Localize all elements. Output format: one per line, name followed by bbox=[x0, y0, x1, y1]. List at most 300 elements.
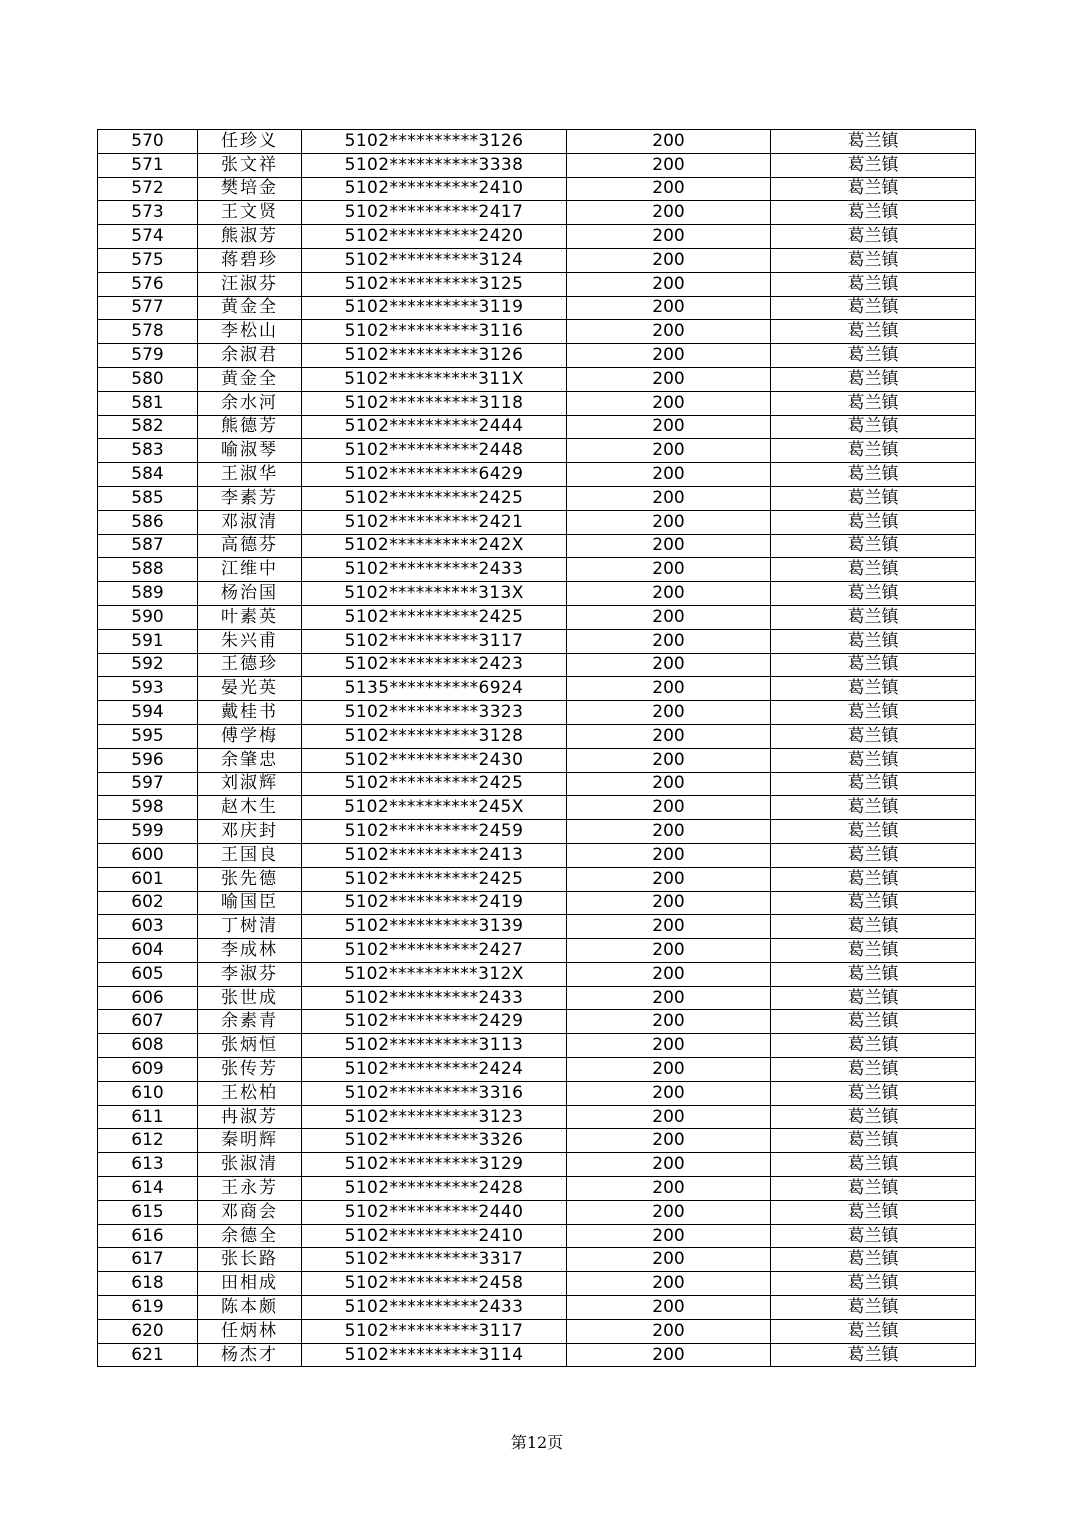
table-row bbox=[98, 962, 976, 986]
row-number-cell: 611 bbox=[98, 1105, 198, 1129]
table-row bbox=[98, 629, 976, 653]
name-cell: 戴桂书 bbox=[198, 701, 302, 725]
name-cell: 张先德 bbox=[198, 867, 302, 891]
row-number-cell: 620 bbox=[98, 1319, 198, 1343]
town-cell: 葛兰镇 bbox=[771, 558, 976, 582]
name-cell: 丁树清 bbox=[198, 915, 302, 939]
id-number-cell: 5102**********2419 bbox=[302, 891, 567, 915]
id-number-cell: 5102**********2428 bbox=[302, 1177, 567, 1201]
table-row bbox=[98, 867, 976, 891]
name-cell: 任珍义 bbox=[198, 130, 302, 154]
town-cell: 葛兰镇 bbox=[771, 701, 976, 725]
amount-cell: 200 bbox=[567, 629, 771, 653]
subsidy-table bbox=[97, 129, 976, 1367]
name-cell: 张文祥 bbox=[198, 153, 302, 177]
town-cell: 葛兰镇 bbox=[771, 486, 976, 510]
amount-cell: 200 bbox=[567, 843, 771, 867]
name-cell: 余水河 bbox=[198, 391, 302, 415]
id-number-cell: 5102**********3113 bbox=[302, 1034, 567, 1058]
id-number-cell: 5102**********3117 bbox=[302, 1319, 567, 1343]
id-number-cell: 5102**********2459 bbox=[302, 820, 567, 844]
row-number-cell: 582 bbox=[98, 415, 198, 439]
amount-cell: 200 bbox=[567, 867, 771, 891]
name-cell: 任炳林 bbox=[198, 1319, 302, 1343]
amount-cell: 200 bbox=[567, 558, 771, 582]
table-row bbox=[98, 1081, 976, 1105]
amount-cell: 200 bbox=[567, 1248, 771, 1272]
amount-cell: 200 bbox=[567, 796, 771, 820]
name-cell: 张传芳 bbox=[198, 1058, 302, 1082]
row-number-cell: 591 bbox=[98, 629, 198, 653]
id-number-cell: 5102**********2430 bbox=[302, 748, 567, 772]
amount-cell: 200 bbox=[567, 153, 771, 177]
name-cell: 张炳恒 bbox=[198, 1034, 302, 1058]
table-row bbox=[98, 1153, 976, 1177]
town-cell: 葛兰镇 bbox=[771, 891, 976, 915]
name-cell: 喻国臣 bbox=[198, 891, 302, 915]
id-number-cell: 5102**********3119 bbox=[302, 296, 567, 320]
town-cell: 葛兰镇 bbox=[771, 1272, 976, 1296]
id-number-cell: 5102**********3118 bbox=[302, 391, 567, 415]
amount-cell: 200 bbox=[567, 1129, 771, 1153]
name-cell: 冉淑芳 bbox=[198, 1105, 302, 1129]
name-cell: 傅学梅 bbox=[198, 724, 302, 748]
name-cell: 王淑华 bbox=[198, 463, 302, 487]
table-row bbox=[98, 1177, 976, 1201]
table-row bbox=[98, 1248, 976, 1272]
town-cell: 葛兰镇 bbox=[771, 939, 976, 963]
table-row bbox=[98, 605, 976, 629]
town-cell: 葛兰镇 bbox=[771, 677, 976, 701]
id-number-cell: 5102**********3114 bbox=[302, 1343, 567, 1367]
row-number-cell: 618 bbox=[98, 1272, 198, 1296]
id-number-cell: 5102**********3316 bbox=[302, 1081, 567, 1105]
town-cell: 葛兰镇 bbox=[771, 1177, 976, 1201]
table-body bbox=[98, 130, 976, 1367]
name-cell: 王松柏 bbox=[198, 1081, 302, 1105]
town-cell: 葛兰镇 bbox=[771, 463, 976, 487]
row-number-cell: 581 bbox=[98, 391, 198, 415]
amount-cell: 200 bbox=[567, 296, 771, 320]
town-cell: 葛兰镇 bbox=[771, 915, 976, 939]
amount-cell: 200 bbox=[567, 486, 771, 510]
amount-cell: 200 bbox=[567, 225, 771, 249]
id-number-cell: 5102**********3124 bbox=[302, 248, 567, 272]
id-number-cell: 5102**********3116 bbox=[302, 320, 567, 344]
amount-cell: 200 bbox=[567, 1224, 771, 1248]
town-cell: 葛兰镇 bbox=[771, 820, 976, 844]
row-number-cell: 597 bbox=[98, 772, 198, 796]
amount-cell: 200 bbox=[567, 891, 771, 915]
table-row bbox=[98, 201, 976, 225]
id-number-cell: 5102**********2433 bbox=[302, 558, 567, 582]
row-number-cell: 601 bbox=[98, 867, 198, 891]
town-cell: 葛兰镇 bbox=[771, 296, 976, 320]
town-cell: 葛兰镇 bbox=[771, 582, 976, 606]
id-number-cell: 5102**********311X bbox=[302, 367, 567, 391]
amount-cell: 200 bbox=[567, 1034, 771, 1058]
name-cell: 朱兴甫 bbox=[198, 629, 302, 653]
id-number-cell: 5102**********2427 bbox=[302, 939, 567, 963]
table-row bbox=[98, 1200, 976, 1224]
table-row bbox=[98, 748, 976, 772]
table-row bbox=[98, 701, 976, 725]
id-number-cell: 5102**********3126 bbox=[302, 344, 567, 368]
name-cell: 张淑清 bbox=[198, 1153, 302, 1177]
amount-cell: 200 bbox=[567, 701, 771, 725]
table-row bbox=[98, 1343, 976, 1367]
town-cell: 葛兰镇 bbox=[771, 320, 976, 344]
table-row bbox=[98, 367, 976, 391]
row-number-cell: 600 bbox=[98, 843, 198, 867]
id-number-cell: 5102**********3128 bbox=[302, 724, 567, 748]
name-cell: 邓商会 bbox=[198, 1200, 302, 1224]
amount-cell: 200 bbox=[567, 605, 771, 629]
amount-cell: 200 bbox=[567, 1153, 771, 1177]
row-number-cell: 616 bbox=[98, 1224, 198, 1248]
row-number-cell: 609 bbox=[98, 1058, 198, 1082]
amount-cell: 200 bbox=[567, 962, 771, 986]
amount-cell: 200 bbox=[567, 939, 771, 963]
name-cell: 杨治国 bbox=[198, 582, 302, 606]
id-number-cell: 5135**********6924 bbox=[302, 677, 567, 701]
town-cell: 葛兰镇 bbox=[771, 1224, 976, 1248]
town-cell: 葛兰镇 bbox=[771, 653, 976, 677]
row-number-cell: 580 bbox=[98, 367, 198, 391]
id-number-cell: 5102**********242X bbox=[302, 534, 567, 558]
town-cell: 葛兰镇 bbox=[771, 177, 976, 201]
row-number-cell: 615 bbox=[98, 1200, 198, 1224]
row-number-cell: 613 bbox=[98, 1153, 198, 1177]
table-row bbox=[98, 1034, 976, 1058]
town-cell: 葛兰镇 bbox=[771, 248, 976, 272]
table-row bbox=[98, 891, 976, 915]
town-cell: 葛兰镇 bbox=[771, 510, 976, 534]
amount-cell: 200 bbox=[567, 1343, 771, 1367]
town-cell: 葛兰镇 bbox=[771, 344, 976, 368]
town-cell: 葛兰镇 bbox=[771, 724, 976, 748]
table-row bbox=[98, 724, 976, 748]
name-cell: 余德全 bbox=[198, 1224, 302, 1248]
table-row bbox=[98, 463, 976, 487]
amount-cell: 200 bbox=[567, 1105, 771, 1129]
amount-cell: 200 bbox=[567, 177, 771, 201]
row-number-cell: 599 bbox=[98, 820, 198, 844]
row-number-cell: 598 bbox=[98, 796, 198, 820]
table-row bbox=[98, 986, 976, 1010]
amount-cell: 200 bbox=[567, 772, 771, 796]
name-cell: 黄金全 bbox=[198, 367, 302, 391]
id-number-cell: 5102**********2458 bbox=[302, 1272, 567, 1296]
table-row bbox=[98, 1296, 976, 1320]
name-cell: 余素青 bbox=[198, 1010, 302, 1034]
id-number-cell: 5102**********2421 bbox=[302, 510, 567, 534]
table-row bbox=[98, 130, 976, 154]
town-cell: 葛兰镇 bbox=[771, 1034, 976, 1058]
name-cell: 蒋碧珍 bbox=[198, 248, 302, 272]
id-number-cell: 5102**********6429 bbox=[302, 463, 567, 487]
name-cell: 邓淑清 bbox=[198, 510, 302, 534]
town-cell: 葛兰镇 bbox=[771, 605, 976, 629]
row-number-cell: 575 bbox=[98, 248, 198, 272]
town-cell: 葛兰镇 bbox=[771, 1058, 976, 1082]
town-cell: 葛兰镇 bbox=[771, 415, 976, 439]
town-cell: 葛兰镇 bbox=[771, 130, 976, 154]
id-number-cell: 5102**********3139 bbox=[302, 915, 567, 939]
town-cell: 葛兰镇 bbox=[771, 153, 976, 177]
row-number-cell: 592 bbox=[98, 653, 198, 677]
name-cell: 王永芳 bbox=[198, 1177, 302, 1201]
row-number-cell: 612 bbox=[98, 1129, 198, 1153]
row-number-cell: 610 bbox=[98, 1081, 198, 1105]
amount-cell: 200 bbox=[567, 1058, 771, 1082]
town-cell: 葛兰镇 bbox=[771, 748, 976, 772]
town-cell: 葛兰镇 bbox=[771, 534, 976, 558]
town-cell: 葛兰镇 bbox=[771, 629, 976, 653]
row-number-cell: 573 bbox=[98, 201, 198, 225]
row-number-cell: 594 bbox=[98, 701, 198, 725]
id-number-cell: 5102**********2423 bbox=[302, 653, 567, 677]
name-cell: 张世成 bbox=[198, 986, 302, 1010]
id-number-cell: 5102**********3323 bbox=[302, 701, 567, 725]
name-cell: 李松山 bbox=[198, 320, 302, 344]
amount-cell: 200 bbox=[567, 130, 771, 154]
town-cell: 葛兰镇 bbox=[771, 1319, 976, 1343]
table-row bbox=[98, 939, 976, 963]
table-row bbox=[98, 439, 976, 463]
table-row bbox=[98, 510, 976, 534]
town-cell: 葛兰镇 bbox=[771, 1153, 976, 1177]
table-row bbox=[98, 915, 976, 939]
amount-cell: 200 bbox=[567, 534, 771, 558]
town-cell: 葛兰镇 bbox=[771, 1248, 976, 1272]
amount-cell: 200 bbox=[567, 986, 771, 1010]
name-cell: 晏光英 bbox=[198, 677, 302, 701]
name-cell: 熊淑芳 bbox=[198, 225, 302, 249]
id-number-cell: 5102**********3326 bbox=[302, 1129, 567, 1153]
name-cell: 刘淑辉 bbox=[198, 772, 302, 796]
table-row bbox=[98, 534, 976, 558]
name-cell: 叶素英 bbox=[198, 605, 302, 629]
name-cell: 汪淑芬 bbox=[198, 272, 302, 296]
table-row bbox=[98, 558, 976, 582]
amount-cell: 200 bbox=[567, 201, 771, 225]
row-number-cell: 574 bbox=[98, 225, 198, 249]
town-cell: 葛兰镇 bbox=[771, 796, 976, 820]
name-cell: 高德芬 bbox=[198, 534, 302, 558]
row-number-cell: 590 bbox=[98, 605, 198, 629]
id-number-cell: 5102**********3317 bbox=[302, 1248, 567, 1272]
row-number-cell: 589 bbox=[98, 582, 198, 606]
table-row bbox=[98, 1319, 976, 1343]
row-number-cell: 619 bbox=[98, 1296, 198, 1320]
table-row bbox=[98, 1224, 976, 1248]
town-cell: 葛兰镇 bbox=[771, 986, 976, 1010]
name-cell: 李成林 bbox=[198, 939, 302, 963]
row-number-cell: 577 bbox=[98, 296, 198, 320]
name-cell: 陈本颇 bbox=[198, 1296, 302, 1320]
name-cell: 王德珍 bbox=[198, 653, 302, 677]
amount-cell: 200 bbox=[567, 344, 771, 368]
id-number-cell: 5102**********3126 bbox=[302, 130, 567, 154]
name-cell: 熊德芳 bbox=[198, 415, 302, 439]
amount-cell: 200 bbox=[567, 1010, 771, 1034]
row-number-cell: 617 bbox=[98, 1248, 198, 1272]
table-row bbox=[98, 1105, 976, 1129]
amount-cell: 200 bbox=[567, 1177, 771, 1201]
town-cell: 葛兰镇 bbox=[771, 1081, 976, 1105]
amount-cell: 200 bbox=[567, 915, 771, 939]
name-cell: 秦明辉 bbox=[198, 1129, 302, 1153]
row-number-cell: 614 bbox=[98, 1177, 198, 1201]
row-number-cell: 606 bbox=[98, 986, 198, 1010]
row-number-cell: 572 bbox=[98, 177, 198, 201]
id-number-cell: 5102**********2424 bbox=[302, 1058, 567, 1082]
row-number-cell: 602 bbox=[98, 891, 198, 915]
town-cell: 葛兰镇 bbox=[771, 391, 976, 415]
id-number-cell: 5102**********2420 bbox=[302, 225, 567, 249]
amount-cell: 200 bbox=[567, 510, 771, 534]
table-row bbox=[98, 1010, 976, 1034]
amount-cell: 200 bbox=[567, 724, 771, 748]
table-row bbox=[98, 820, 976, 844]
amount-cell: 200 bbox=[567, 367, 771, 391]
id-number-cell: 5102**********245X bbox=[302, 796, 567, 820]
row-number-cell: 584 bbox=[98, 463, 198, 487]
row-number-cell: 596 bbox=[98, 748, 198, 772]
table-row bbox=[98, 1058, 976, 1082]
row-number-cell: 576 bbox=[98, 272, 198, 296]
id-number-cell: 5102**********2429 bbox=[302, 1010, 567, 1034]
name-cell: 赵木生 bbox=[198, 796, 302, 820]
town-cell: 葛兰镇 bbox=[771, 225, 976, 249]
name-cell: 余肇忠 bbox=[198, 748, 302, 772]
row-number-cell: 586 bbox=[98, 510, 198, 534]
id-number-cell: 5102**********3125 bbox=[302, 272, 567, 296]
table-row bbox=[98, 653, 976, 677]
id-number-cell: 5102**********3129 bbox=[302, 1153, 567, 1177]
id-number-cell: 5102**********2433 bbox=[302, 1296, 567, 1320]
name-cell: 田相成 bbox=[198, 1272, 302, 1296]
amount-cell: 200 bbox=[567, 415, 771, 439]
table-row bbox=[98, 796, 976, 820]
table-row bbox=[98, 391, 976, 415]
row-number-cell: 593 bbox=[98, 677, 198, 701]
row-number-cell: 571 bbox=[98, 153, 198, 177]
amount-cell: 200 bbox=[567, 320, 771, 344]
id-number-cell: 5102**********2448 bbox=[302, 439, 567, 463]
name-cell: 黄金全 bbox=[198, 296, 302, 320]
town-cell: 葛兰镇 bbox=[771, 843, 976, 867]
table-row bbox=[98, 1272, 976, 1296]
id-number-cell: 5102**********3338 bbox=[302, 153, 567, 177]
table-row bbox=[98, 582, 976, 606]
page-number: 第12页 bbox=[510, 1433, 564, 1452]
table-row bbox=[98, 415, 976, 439]
town-cell: 葛兰镇 bbox=[771, 867, 976, 891]
town-cell: 葛兰镇 bbox=[771, 1200, 976, 1224]
amount-cell: 200 bbox=[567, 248, 771, 272]
amount-cell: 200 bbox=[567, 1296, 771, 1320]
table-row bbox=[98, 344, 976, 368]
town-cell: 葛兰镇 bbox=[771, 962, 976, 986]
row-number-cell: 595 bbox=[98, 724, 198, 748]
name-cell: 余淑君 bbox=[198, 344, 302, 368]
table-row bbox=[98, 225, 976, 249]
table-row bbox=[98, 177, 976, 201]
id-number-cell: 5102**********312X bbox=[302, 962, 567, 986]
id-number-cell: 5102**********3123 bbox=[302, 1105, 567, 1129]
row-number-cell: 608 bbox=[98, 1034, 198, 1058]
name-cell: 邓庆封 bbox=[198, 820, 302, 844]
amount-cell: 200 bbox=[567, 748, 771, 772]
row-number-cell: 607 bbox=[98, 1010, 198, 1034]
row-number-cell: 603 bbox=[98, 915, 198, 939]
id-number-cell: 5102**********2425 bbox=[302, 867, 567, 891]
row-number-cell: 588 bbox=[98, 558, 198, 582]
row-number-cell: 579 bbox=[98, 344, 198, 368]
table-row bbox=[98, 153, 976, 177]
table-row bbox=[98, 320, 976, 344]
name-cell: 李淑芬 bbox=[198, 962, 302, 986]
town-cell: 葛兰镇 bbox=[771, 272, 976, 296]
id-number-cell: 5102**********313X bbox=[302, 582, 567, 606]
row-number-cell: 605 bbox=[98, 962, 198, 986]
town-cell: 葛兰镇 bbox=[771, 772, 976, 796]
row-number-cell: 585 bbox=[98, 486, 198, 510]
name-cell: 张长路 bbox=[198, 1248, 302, 1272]
name-cell: 王文贤 bbox=[198, 201, 302, 225]
amount-cell: 200 bbox=[567, 463, 771, 487]
id-number-cell: 5102**********2425 bbox=[302, 772, 567, 796]
town-cell: 葛兰镇 bbox=[771, 1129, 976, 1153]
town-cell: 葛兰镇 bbox=[771, 439, 976, 463]
name-cell: 樊培金 bbox=[198, 177, 302, 201]
name-cell: 江维中 bbox=[198, 558, 302, 582]
name-cell: 王国良 bbox=[198, 843, 302, 867]
id-number-cell: 5102**********2425 bbox=[302, 486, 567, 510]
table-row bbox=[98, 772, 976, 796]
amount-cell: 200 bbox=[567, 1200, 771, 1224]
name-cell: 喻淑琴 bbox=[198, 439, 302, 463]
table-row bbox=[98, 1129, 976, 1153]
row-number-cell: 621 bbox=[98, 1343, 198, 1367]
amount-cell: 200 bbox=[567, 272, 771, 296]
amount-cell: 200 bbox=[567, 391, 771, 415]
id-number-cell: 5102**********2413 bbox=[302, 843, 567, 867]
amount-cell: 200 bbox=[567, 582, 771, 606]
row-number-cell: 578 bbox=[98, 320, 198, 344]
id-number-cell: 5102**********2425 bbox=[302, 605, 567, 629]
id-number-cell: 5102**********2444 bbox=[302, 415, 567, 439]
id-number-cell: 5102**********2440 bbox=[302, 1200, 567, 1224]
amount-cell: 200 bbox=[567, 820, 771, 844]
table-row bbox=[98, 486, 976, 510]
row-number-cell: 583 bbox=[98, 439, 198, 463]
amount-cell: 200 bbox=[567, 653, 771, 677]
town-cell: 葛兰镇 bbox=[771, 1105, 976, 1129]
table-row bbox=[98, 272, 976, 296]
id-number-cell: 5102**********2417 bbox=[302, 201, 567, 225]
amount-cell: 200 bbox=[567, 677, 771, 701]
id-number-cell: 5102**********2410 bbox=[302, 1224, 567, 1248]
table-row bbox=[98, 843, 976, 867]
amount-cell: 200 bbox=[567, 1081, 771, 1105]
amount-cell: 200 bbox=[567, 1272, 771, 1296]
town-cell: 葛兰镇 bbox=[771, 1343, 976, 1367]
row-number-cell: 570 bbox=[98, 130, 198, 154]
town-cell: 葛兰镇 bbox=[771, 1296, 976, 1320]
